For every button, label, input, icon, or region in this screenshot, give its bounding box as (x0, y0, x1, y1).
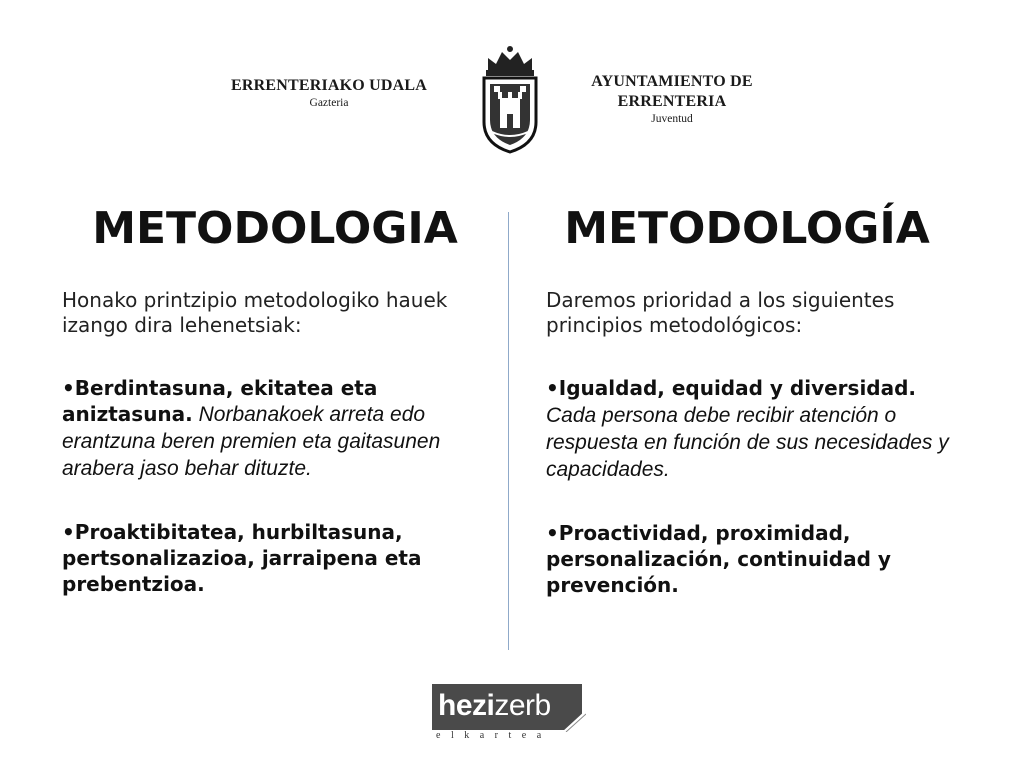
header-right-title-line1: AYUNTAMIENTO DE (591, 73, 753, 90)
bullet-mark: • (62, 520, 75, 544)
bullet-mark: • (546, 376, 559, 400)
hezizerb-logo (432, 684, 586, 744)
logo-wordmark (438, 688, 551, 724)
header-right-org (566, 72, 778, 127)
left-bullet-1 (62, 375, 498, 482)
left-column (62, 200, 498, 597)
bullet-mark: • (546, 521, 559, 545)
right-column-title: METODOLOGÍA (564, 203, 930, 254)
right-column-intro: Daremos prioridad a los siguientes principios metodológicos: (546, 288, 895, 337)
logo-subtitle: elkartea (436, 730, 552, 741)
header-left-subtitle: Gazteria (309, 97, 349, 109)
logo-word-light: zerb (494, 689, 551, 722)
right-column (546, 200, 966, 598)
left-column-title: METODOLOGIA (92, 203, 458, 254)
left-bullet-1-bold: Berdintasuna, ekitatea eta aniztasuna. (62, 376, 378, 426)
left-bullet-1-italic: Norbanakoek arreta edo erantzuna beren premien eta gaitasunen arabera jaso behar dituzte. (62, 403, 441, 480)
header-right-subtitle: Juventud (651, 113, 693, 125)
logo-word-bold: hezi (438, 689, 495, 722)
header-right-title-line2: ERRENTERIA (617, 93, 727, 110)
header-left-org (218, 76, 440, 111)
right-bullet-1 (546, 375, 966, 483)
right-bullet-1-bold: Igualdad, equidad y diversidad. (558, 376, 917, 400)
right-bullet-2 (546, 520, 966, 598)
left-bullet-2-bold: Proaktibitatea, hurbiltasuna, pertsonalizazioa, jarraipena eta prebentzioa. (62, 520, 422, 596)
left-bullet-2 (62, 519, 498, 597)
coat-of-arms-icon (478, 44, 542, 154)
right-bullet-2-bold: Proactividad, proximidad, personalización, continuidad y prevención. (546, 521, 891, 597)
page-fold-icon (562, 710, 586, 732)
left-column-intro: Honako printzipio metodologiko hauek izango dira lehenetsiak: (62, 288, 448, 337)
column-divider (508, 212, 509, 650)
bullet-mark: • (62, 376, 75, 400)
right-bullet-1-italic: Cada persona debe recibir atención o respuesta en función de sus necesidades y capacidades. (546, 404, 949, 481)
header-left-title: ERRENTERIAKO UDALA (230, 77, 428, 94)
